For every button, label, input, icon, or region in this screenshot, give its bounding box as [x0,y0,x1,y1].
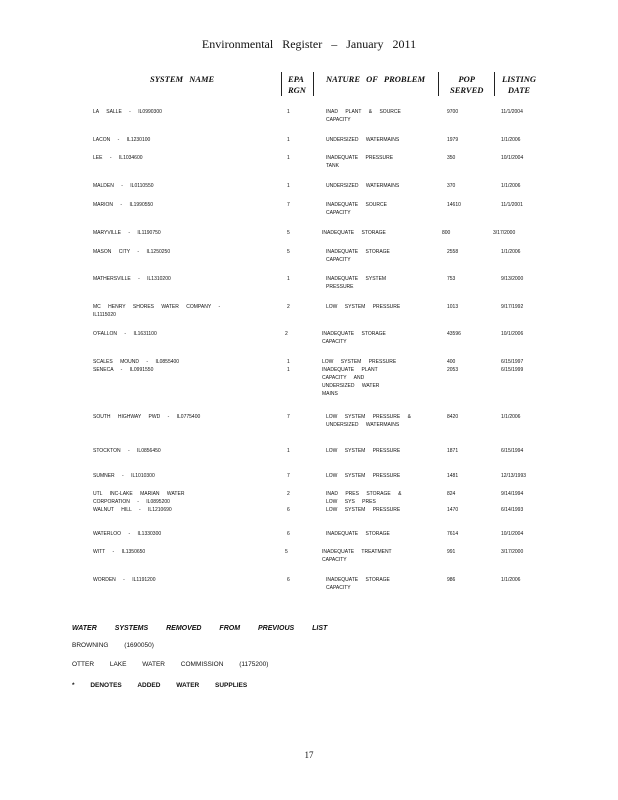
nature-of-problem: LOW SYSTEM PRESSURE [326,473,401,479]
col-header-nature-of-problem: NATURE OF PROBLEM [326,74,426,84]
population-served: 2558 [447,249,459,255]
system-name: WITT - IL1350650 [93,549,146,555]
system-name: MASON CITY - IL1250250 [93,249,171,255]
col-header-pop-served: POP SERVED [450,74,484,95]
removed-systems-heading: WATER SYSTEMS REMOVED FROM PREVIOUS LIST [72,625,328,632]
system-name: LA SALLE - IL0990300 [93,109,162,115]
listing-date: 10/1/2006 [501,331,524,337]
population-served: 1481 [447,473,459,479]
nature-of-problem: INADEQUATE SYSTEM PRESSURE [326,276,387,290]
population-served: 1979 [447,137,459,143]
nature-of-problem: INAD PLANT & SOURCE CAPACITY [326,109,401,123]
column-divider [494,72,495,96]
listing-date: 6/15/1997 6/15/1999 [501,359,524,373]
listing-date: 1/1/2006 [501,577,521,583]
epa-region: 5 [287,230,290,236]
system-name: UTL INC-LAKE MARIAN WATER CORPORATION - IL0895200 WALNUT HILL - IL1210690 [93,491,185,513]
col-header-listing-date: LISTING DATE [502,74,537,95]
epa-region: 7 [287,414,290,420]
col-header-system-name: SYSTEM NAME [150,74,215,84]
epa-region: 1 [287,137,290,143]
nature-of-problem: LOW SYSTEM PRESSURE [326,448,401,454]
epa-region: 2 [285,331,288,337]
epa-region: 5 [287,249,290,255]
epa-region: 1 [287,448,290,454]
epa-region: 6 [287,577,290,583]
page-title: Environmental Register – January 2011 [201,37,417,51]
page-number: 17 [304,750,314,760]
population-served: 8420 [447,414,459,420]
listing-date: 9/17/1992 [501,304,524,310]
column-divider [281,72,282,96]
epa-region: 1 1 [287,359,290,373]
system-name: MATHERSVILLE - IL1310200 [93,276,171,282]
system-name: LACON - IL1230100 [93,137,151,143]
system-name: MC HENRY SHORES WATER COMPANY - IL1115020 [93,304,221,318]
listing-date: 6/15/1994 [501,448,524,454]
system-name: O'FALLON - IL1631100 [93,331,157,337]
epa-region: 1 [287,155,290,161]
population-served: 1871 [447,448,459,454]
epa-region: 1 [287,109,290,115]
system-name: SUMNER - IL1010300 [93,473,155,479]
epa-region: 1 [287,183,290,189]
epa-region: 7 [287,473,290,479]
system-name: MARION - IL1990550 [93,202,154,208]
population-served: 370 [447,183,456,189]
nature-of-problem: INADEQUATE STORAGE CAPACITY [322,331,386,345]
system-name: MALDEN - IL0110550 [93,183,154,189]
listing-date: 3/17/2000 [501,549,524,555]
population-served: 43596 [447,331,461,337]
population-served: 753 [447,276,456,282]
system-name: WORDEN - IL1191200 [93,577,156,583]
listing-date: 12/13/1993 [501,473,527,479]
listing-date: 1/1/2006 [501,249,521,255]
nature-of-problem: INADEQUATE STORAGE CAPACITY [326,577,390,591]
system-name: SCALES MOUND - IL0855400 SENECA - IL0991550 [93,359,180,373]
population-served: 991 [447,549,456,555]
nature-of-problem: UNDERSIZED WATERMAINS [326,137,400,143]
nature-of-problem: INADEQUATE SOURCE CAPACITY [326,202,387,216]
system-name: STOCKTON - IL0856450 [93,448,161,454]
epa-region: 7 [287,202,290,208]
listing-date: 10/1/2004 [501,531,524,537]
epa-region: 6 [287,531,290,537]
nature-of-problem: INADEQUATE STORAGE [322,230,386,236]
epa-region: 2 6 [287,491,290,513]
population-served: 1013 [447,304,459,310]
population-served: 14610 [447,202,461,208]
system-name: LEE - IL1034600 [93,155,143,161]
nature-of-problem: INADEQUATE STORAGE [326,531,390,537]
listing-date: 1/1/2006 [501,414,521,420]
epa-region: 5 [285,549,288,555]
listing-date: 11/1/2004 [501,109,523,115]
epa-region: 1 [287,276,290,282]
removed-system: OTTER LAKE WATER COMMISSION (1175200) [72,661,269,668]
col-header-epa-rgn: EPA RGN [288,74,306,95]
column-divider [438,72,439,96]
nature-of-problem: INADEQUATE PRESSURE TANK [326,155,394,169]
population-served: 350 [447,155,456,161]
listing-date: 1/1/2006 [501,137,521,143]
listing-date: 3/17/2000 [493,230,516,236]
listing-date: 9/13/2000 [501,276,524,282]
population-served: 824 1470 [447,491,459,513]
listing-date: 1/1/2006 [501,183,521,189]
listing-date: 11/1/2001 [501,202,523,208]
system-name: WATERLOO - IL1330300 [93,531,162,537]
denotes-note: * DENOTES ADDED WATER SUPPLIES [72,682,248,689]
system-name: SOUTH HIGHWAY PWD - IL0775400 [93,414,201,420]
population-served: 800 [442,230,451,236]
system-name: MARYVILLE - IL1190750 [93,230,161,236]
nature-of-problem: LOW SYSTEM PRESSURE [326,304,401,310]
nature-of-problem: INADEQUATE TREATMENT CAPACITY [322,549,392,563]
removed-system: BROWNING (1690050) [72,642,154,649]
nature-of-problem: LOW SYSTEM PRESSURE INADEQUATE PLANT CAPACITY AND UNDERSIZED WATER MAINS [322,359,397,397]
listing-date: 10/1/2004 [501,155,524,161]
population-served: 9700 [447,109,459,115]
nature-of-problem: UNDERSIZED WATERMAINS [326,183,400,189]
nature-of-problem: INADEQUATE STORAGE CAPACITY [326,249,390,263]
population-served: 7614 [447,531,459,537]
population-served: 400 2053 [447,359,459,373]
nature-of-problem: LOW SYSTEM PRESSURE & UNDERSIZED WATERMAINS [326,414,411,428]
nature-of-problem: INAD PRES STORAGE & LOW SYS PRES LOW SYSTEM PRESSURE [326,491,402,513]
epa-region: 2 [287,304,290,310]
listing-date: 9/14/1994 6/14/1993 [501,491,524,513]
column-divider [313,72,314,96]
population-served: 986 [447,577,456,583]
